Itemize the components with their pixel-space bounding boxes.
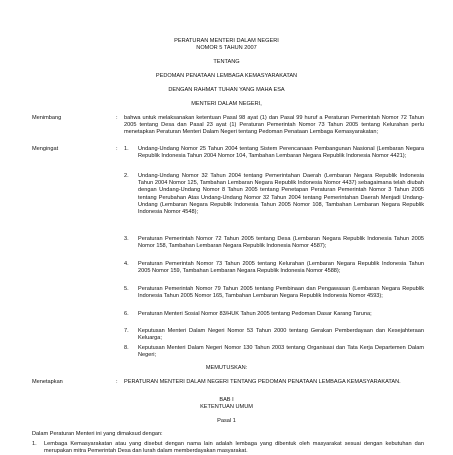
item-number: 6. [124,311,129,317]
menimbang-label: Menimbang [32,115,62,121]
definitions-intro: Dalam Peraturan Menteri ini yang dimaksud dengan: [32,431,163,437]
bab-subtitle: KETENTUAN UMUM [200,404,253,410]
item-text: Peraturan Pemerintah Nomor 72 Tahun 2005 tentang Desa (Lembaran Negara Republik Indonesia Tahun 2005 Nomor 158, Tambahan Lembaran Negara Republik Indonesia Nomor 4587); [138,236,424,250]
item-number: 2. [124,173,129,179]
item-text: Lembaga Kemasyarakatan atau yang disebut dengan nama lain adalah lembaga yang dibentuk oleh masyarakat sesuai dengan kebutuhan dan merupakan mitra Pemerintah Desa dan lurah dalam memberdayakan masyarakat. [44,441,424,455]
menetapkan-colon: : [116,379,118,385]
item-text: Keputusan Menteri Dalam Negeri Nomor 53 Tahun 2000 tentang Gerakan Pemberdayaan dan Kesejahteraan Keluarga; [138,328,424,342]
minister-title: MENTERI DALAM NEGERI, [191,101,262,107]
item-text: Undang-Undang Nomor 25 Tahun 2004 tentang Sistem Perencanaan Pembangunan Nasional (Lembaran Negara Republik Indonesia Tahun 2004 Nomor 104, Tambahan Lembaran Negara Republik Indonesia Nomor 4421); [138,146,424,160]
item-number: 4. [124,261,129,267]
item-text: Undang-Undang Nomor 32 Tahun 2004 tentang Pemerintahan Daerah (Lembaran Negara Republik Indonesia Tahun 2004 Nomor 125, Tambahan Lembaran Negara Republik Indonesia Nomor 4437) sebagaimana telah diubah dengan Undang-Undang Nomor 8 Tahun 2005 tentang Penetapan Peraturan Pemerintah Nomor 3 Tahun 2005 tentang Perubahan Atas Undang-Undang Nomor 32 Tahun 2004 tentang Pemerintahan Daerah Menjadi Undang-Undang (Lembaran Negara Republik Indonesia Tahun 2005 Nomor 108, Tambahan Lembaran Negara Republik Indonesia Nomor 4548); [138,173,424,216]
item-number: 7. [124,328,129,334]
regulation-title: PERATURAN MENTERI DALAM NEGERI [174,38,279,44]
item-text: Peraturan Pemerintah Nomor 73 Tahun 2005 tentang Kelurahan (Lembaran Negara Republik Indonesia Tahun 2005 Nomor 159, Tambahan Lembaran Negara Republik Indonesia Nomor 4588); [138,261,424,275]
regulation-subject: PEDOMAN PENATAAN LEMBAGA KEMASYARAKATAN [155,73,298,79]
item-number: 3. [124,236,129,242]
item-number: 1. [32,441,37,447]
item-number: 8. [124,345,129,351]
pasal-heading: Pasal 1 [217,418,236,424]
menimbang-text: bahwa untuk melaksanakan ketentuan Pasal 98 ayat (1) dan Pasal 99 huruf a Peraturan Pemerintah Nomor 72 Tahun 2005 tentang Desa dan Pasal 23 ayat (1) Peraturan Pemerintah Nomor 73 Tahun 2005 tentang Kelurahan perlu menetapkan Peraturan Menteri Dalam Negeri tentang Pedoman Penataan Lembaga Kemasyarakatan; [124,115,424,136]
item-text: Peraturan Menteri Sosial Nomor 83/HUK Tahun 2005 tentang Pedoman Dasar Karang Taruna; [138,311,372,317]
menetapkan-label: Menetapkan [32,379,63,385]
rahmat-line: DENGAN RAHMAT TUHAN YANG MAHA ESA [168,87,285,93]
menimbang-colon: : [116,115,118,121]
mengingat-label: Mengingat [32,146,59,152]
item-text: Keputusan Menteri Dalam Negeri Nomor 130 Tahun 2003 tentang Organisasi dan Tata Kerja Departemen Dalam Negeri; [138,345,424,359]
tentang-heading: TENTANG [213,59,240,65]
item-number: 5. [124,286,129,292]
memutuskan-heading: MEMUTUSKAN: [205,365,248,371]
mengingat-colon: : [116,146,118,152]
menetapkan-text: PERATURAN MENTERI DALAM NEGERI TENTANG PEDOMAN PENATAAN LEMBAGA KEMASYARAKATAN. [124,379,401,385]
regulation-number: NOMOR 5 TAHUN 2007 [196,45,257,51]
bab-title: BAB I [219,397,234,403]
item-text: Peraturan Pemerintah Nomor 79 Tahun 2005 tentang Pembinaan dan Pengawasan (Lembaran Negara Republik Indonesia Tahun 2005 Nomor 165, Tambahan Lembaran Negara Republik Indonesia Nomor 4593); [138,286,424,300]
item-number: 1. [124,146,129,152]
